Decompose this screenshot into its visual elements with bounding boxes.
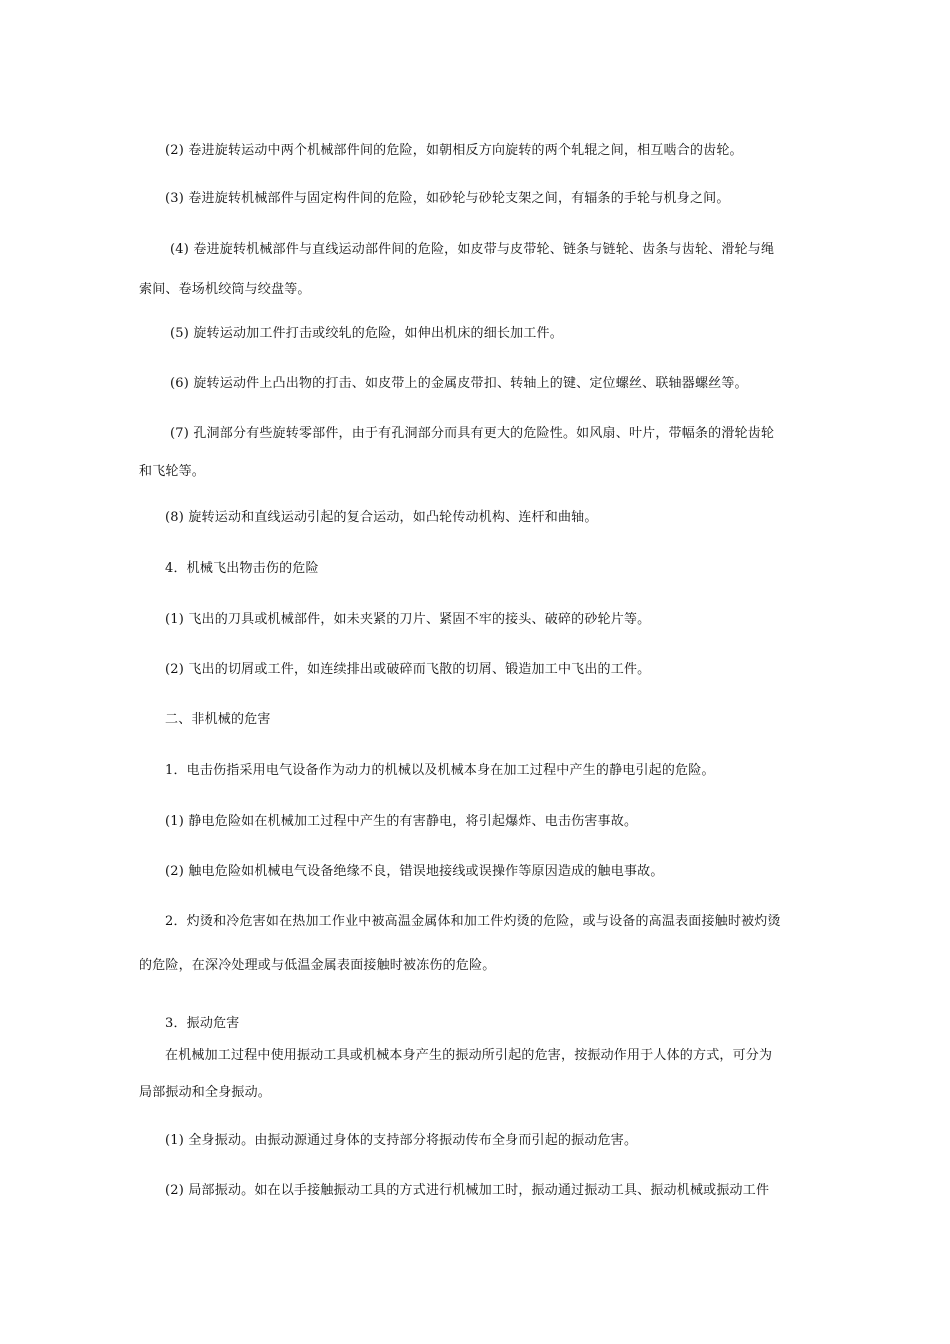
section-heading: 3．振动危害 [165,1016,240,1031]
paragraph-line: (2) 卷进旋转运动中两个机械部件间的危险，如朝相反方向旋转的两个轧辊之间，相互啮合的齿轮。 [165,143,743,158]
section-heading: 4．机械飞出物击伤的危险 [165,561,319,576]
paragraph-line: 在机械加工过程中使用振动工具或机械本身产生的振动所引起的危害，按振动作用于人体的方式，可分为 [165,1048,773,1063]
paragraph-line: (1) 静电危险如在机械加工过程中产生的有害静电，将引起爆炸、电击伤害事故。 [165,814,638,829]
paragraph-line: 索间、卷场机绞筒与绞盘等。 [139,282,311,297]
paragraph-line: (1) 飞出的刀具或机械部件，如未夹紧的刀片、紧固不牢的接头、破碎的砂轮片等。 [165,612,651,627]
paragraph-line: 1．电击伤指采用电气设备作为动力的机械以及机械本身在加工过程中产生的静电引起的危险。 [165,763,715,778]
paragraph-line: (2) 飞出的切屑或工件，如连续排出或破碎而飞散的切屑、锻造加工中飞出的工件。 [165,662,651,677]
paragraph-line: 的危险，在深冷处理或与低温金属表面接触时被冻伤的危险。 [139,958,496,973]
paragraph-line: (3) 卷进旋转机械部件与固定构件间的危险，如砂轮与砂轮支架之间，有辐条的手轮与机身之间。 [165,191,730,206]
paragraph-line: (5) 旋转运动加工件打击或绞轧的危险，如伸出机床的细长加工件。 [170,326,563,341]
paragraph-line: (4) 卷进旋转机械部件与直线运动部件间的危险，如皮带与皮带轮、链条与链轮、齿条与齿轮、滑轮与绳 [170,242,775,257]
paragraph-line: (2) 局部振动。如在以手接触振动工具的方式进行机械加工时，振动通过振动工具、振动机械或振动工件 [165,1183,770,1198]
paragraph-line: (6) 旋转运动件上凸出物的打击、如皮带上的金属皮带扣、转轴上的键、定位螺丝、联轴器螺丝等。 [170,376,748,391]
paragraph-line: 和飞轮等。 [139,464,206,479]
paragraph-line: (2) 触电危险如机械电气设备绝缘不良，错误地接线或误操作等原因造成的触电事故。 [165,864,664,879]
section-heading: 二、非机械的危害 [165,712,271,727]
paragraph-line: 局部振动和全身振动。 [139,1085,272,1100]
paragraph-line: (7) 孔洞部分有些旋转零部件，由于有孔洞部分而具有更大的危险性。如风扇、叶片，带幅条的滑轮齿轮 [170,426,775,441]
paragraph-line: (1) 全身振动。由振动源通过身体的支持部分将振动传布全身而引起的振动危害。 [165,1133,638,1148]
paragraph-line: 2．灼烫和冷危害如在热加工作业中被高温金属体和加工件灼烫的危险，或与设备的高温表面接触时被灼烫 [165,914,781,929]
paragraph-line: (8) 旋转运动和直线运动引起的复合运动，如凸轮传动机构、连杆和曲轴。 [165,510,598,525]
